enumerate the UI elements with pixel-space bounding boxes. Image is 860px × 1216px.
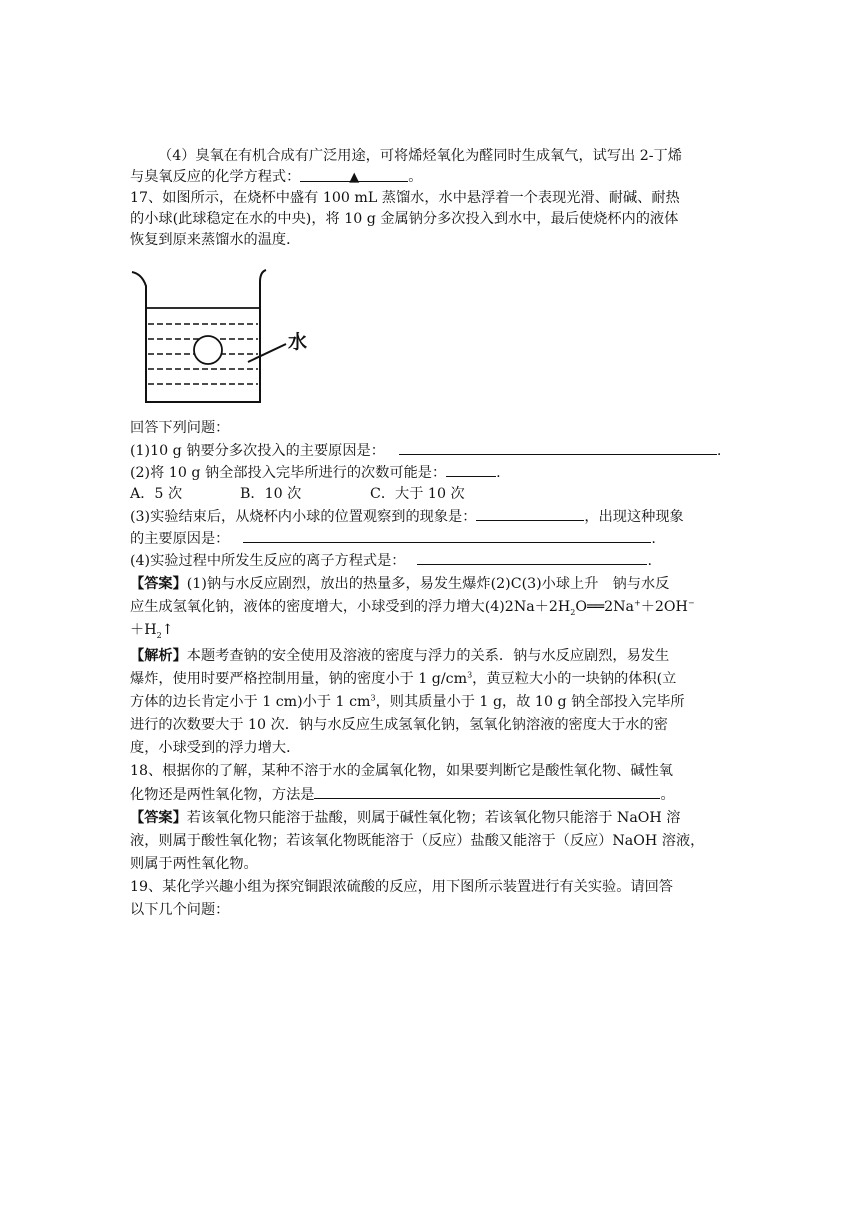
q16-4-line1: （4）臭氧在有机合成有广泛用途，可将烯烃氧化为醛同时生成氧气，试写出 2-丁烯 [158,148,682,164]
answer-blank [446,462,496,477]
q17-explanation-line1: 【解析】本题考查钠的安全使用及溶液的密度与浮力的关系．钠与水反应剧烈，易发生 [130,648,670,664]
pointer-line [248,344,286,362]
answer-tag: 【答案】 [130,576,187,592]
q17-sub2: (2)将 10 g 钠全部投入完毕所进行的次数可能是： . [130,462,730,483]
q17-line2: 的小球(此球稳定在水的中央)，将 10 g 金属钠分多次投入到水中，最后使烧杯内的液体 [130,211,679,227]
explanation-tag: 【解析】 [130,648,187,664]
q16-4-line2: 与臭氧反应的化学方程式： ▲ 。 [130,167,730,187]
option-c: C．大于 10 次 [370,486,465,502]
q17-line3: 恢复到原来蒸馏水的温度． [130,232,301,248]
q17-explanation-line4: 进行的次数要大于 10 次．钠与水反应生成氢氧化钠，氢氧化钠溶液的密度大于水的密 [130,717,668,733]
q17-answer-line2: 应生成氢氧化钠，液体的密度增大，小球受到的浮力增大$(4)2Na+2H_2O══2Na^++2OH^-$ [130,598,695,617]
q17-sub3-line2: 的主要原因是： . [130,528,730,549]
q18-line1: 18、根据你的了解，某种不溶于水的金属氧化物，如果要判断它是酸性氧化物、碱性氧 [130,763,673,779]
q18-line2: 化物还是两性氧化物，方法是 。 [130,784,730,805]
answer-blank [243,528,651,543]
answer-blank [417,550,647,565]
triangle-icon: ▲ [349,170,360,185]
q18-answer-line2: 液，则属于酸性氧化物；若该氧化物既能溶于（反应）盐酸又能溶于（反应）NaOH 溶液， [130,833,705,849]
answer-blank [300,167,408,185]
answer-blank [399,440,717,455]
q17-explanation-line2: 爆炸，使用时要严格控制用量，钠的密度小于 1 $g/cm^3$，黄豆粒大小的一块钠的体积(立 [130,670,677,687]
option-a: A．5 次 [130,486,183,502]
water-label: 水 [288,332,308,353]
q17-options [130,484,730,504]
answer-blank [314,784,660,799]
q17-sub4: (4)实验过程中所发生反应的离子方程式是： . [130,550,730,571]
beaker-figure [128,268,328,410]
q19-line2: 以下几个问题： [130,902,230,918]
ball [194,336,222,364]
q17-answer-line3: $+H_2↑$ [130,622,174,640]
q17-line1: 17、如图所示，在烧杯中盛有 100 mL 蒸馏水，水中悬浮着一个表现光滑、耐碱、耐热 [130,190,680,206]
q19-line1: 19、某化学兴趣小组为探究铜跟浓硫酸的反应，用下图所示装置进行有关实验。请回答 [130,879,673,895]
q18-answer-line1: 【答案】若该氧化物只能溶于盐酸，则属于碱性氧化物；若该氧化物只能溶于 NaOH 溶 [130,810,681,826]
beaker-outline [132,270,266,402]
q17-explanation-line5: 度，小球受到的浮力增大． [130,740,301,756]
q17-answer-intro: 回答下列问题： [130,420,230,436]
answer-tag: 【答案】 [130,810,187,826]
q17-sub3-line1: (3)实验结束后，从烧杯内小球的位置观察到的现象是： ，出现这种现象 [130,506,730,527]
q17-sub1: (1)10 g 钠要分多次投入的主要原因是： . [130,440,730,461]
option-b: B．10 次 [240,486,302,502]
q18-answer-line3: 则属于两性氧化物。 [130,856,258,872]
q17-explanation-line3: 方体的边长肯定小于 1 cm)小于 1 $cm^3$，则其质量小于 1 g，故 10 g 钠全部投入完毕所 [130,693,685,710]
q17-answer-line1: 【答案】(1)钠与水反应剧烈，放出的热量多，易发生爆炸(2)C(3)小球上升 钠与水反 [130,576,670,592]
answer-blank [476,506,584,521]
